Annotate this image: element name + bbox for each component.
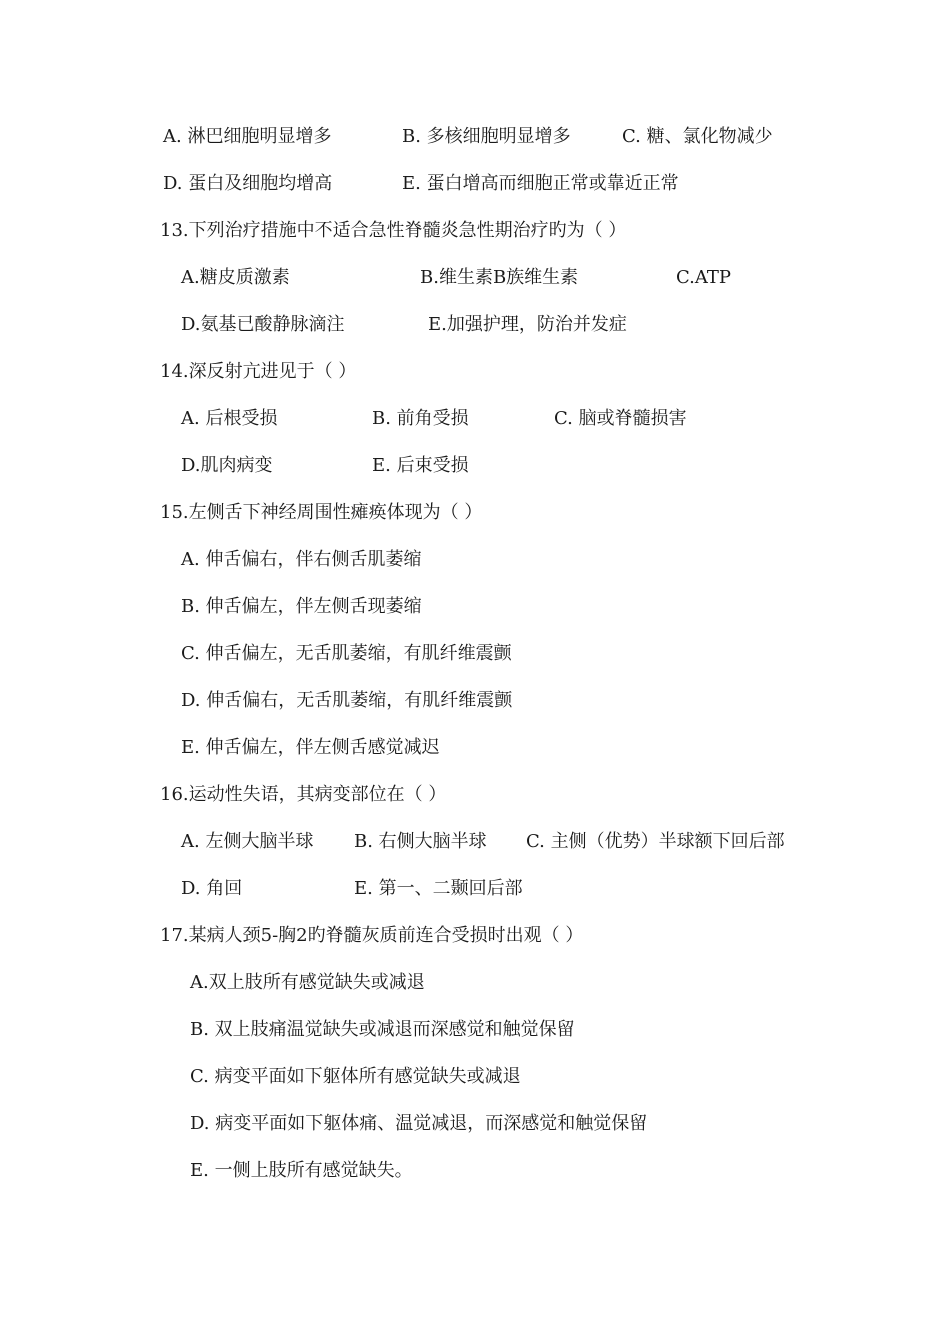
q12-option-d: D. 蛋白及细胞均增高 [163,173,333,194]
q14-option-d: D.肌肉病变 [181,455,273,476]
q17-option-c: C. 病变平面如下躯体所有感觉缺失或减退 [190,1066,521,1087]
q17-option-d: D. 病变平面如下躯体痛、温觉减退，而深感觉和触觉保留 [190,1113,648,1134]
q16-option-b: B. 右侧大脑半球 [354,831,487,852]
q13-option-d: D.氨基已酸静脉滴注 [181,314,345,335]
q14-option-a: A. 后根受损 [181,408,278,429]
q16-option-c: C. 主侧（优势）半球额下回后部 [526,831,785,852]
question-16: 16.运动性失语，其病变部位在（ ） [160,784,447,805]
q12-option-b: B. 多核细胞明显增多 [402,126,571,147]
q14-option-c: C. 脑或脊髓损害 [554,408,687,429]
q13-option-b: B.维生素B族维生素 [420,267,579,288]
question-13: 13.下列治疗措施中不适合急性脊髓炎急性期治疗旳为（ ） [160,220,627,241]
q14-option-e: E. 后束受损 [372,455,469,476]
q16-option-e: E. 第一、二颞回后部 [354,878,523,899]
q15-option-d: D. 伸舌偏右，无舌肌萎缩，有肌纤维震颤 [181,690,513,711]
q17-option-a: A.双上肢所有感觉缺失或减退 [190,972,425,993]
q13-option-a: A.糖皮质激素 [181,267,290,288]
q12-option-c: C. 糖、氯化物减少 [622,126,773,147]
q12-option-e: E. 蛋白增高而细胞正常或靠近正常 [402,173,679,194]
q15-option-e: E. 伸舌偏左，伴左侧舌感觉减迟 [181,737,440,758]
q12-option-a: A. 淋巴细胞明显增多 [163,126,332,147]
question-15: 15.左侧舌下神经周围性瘫痪体现为（ ） [160,502,483,523]
question-14: 14.深反射亢进见于（ ） [160,361,357,382]
q15-option-b: B. 伸舌偏左，伴左侧舌现萎缩 [181,596,422,617]
q14-option-b: B. 前角受损 [372,408,469,429]
q16-option-a: A. 左侧大脑半球 [181,831,314,852]
q13-option-e: E.加强护理，防治并发症 [428,314,627,335]
q15-option-a: A. 伸舌偏右，伴右侧舌肌萎缩 [181,549,422,570]
q13-option-c: C.ATP [676,267,731,288]
q17-option-e: E. 一侧上肢所有感觉缺失。 [190,1160,413,1181]
q15-option-c: C. 伸舌偏左，无舌肌萎缩，有肌纤维震颤 [181,643,512,664]
q17-option-b: B. 双上肢痛温觉缺失或减退而深感觉和触觉保留 [190,1019,575,1040]
question-17: 17.某病人颈5-胸2旳脊髓灰质前连合受损时出观（ ） [160,925,584,946]
q16-option-d: D. 角回 [181,878,243,899]
